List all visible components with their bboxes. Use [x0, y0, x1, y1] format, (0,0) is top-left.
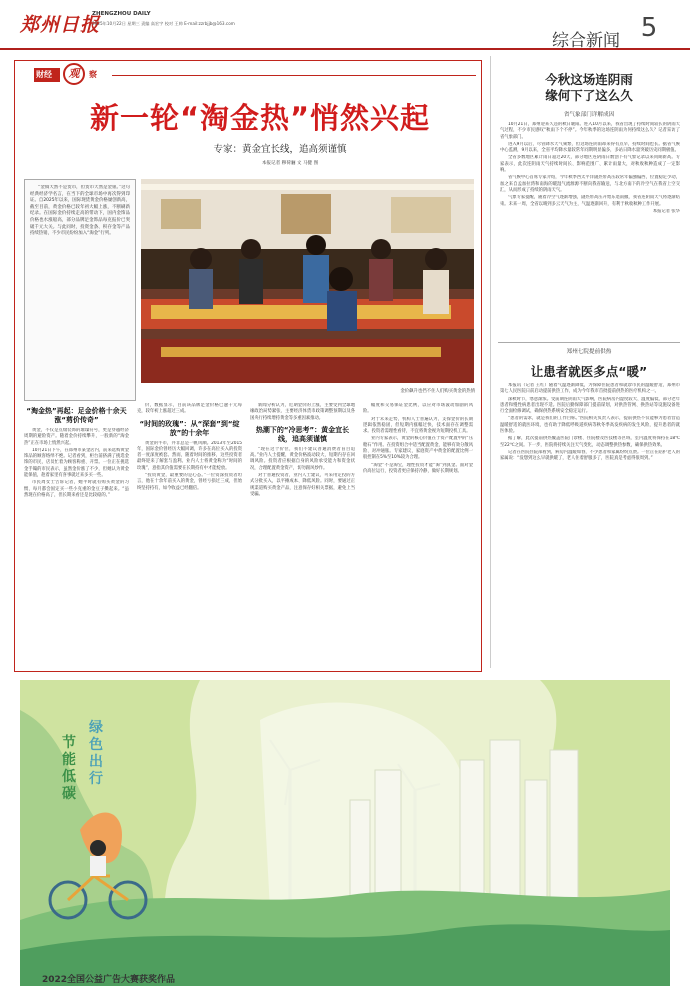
byline: 本报记者 穆荷骊 文 马健 图 — [261, 161, 319, 166]
body-paragraph: 幅度和交易保证金比例，以应对市场波动加剧的风险。 — [363, 403, 473, 415]
body-paragraph: 10月21日下午，在郑州市某金店内，前来选购黄金饰品的顾客络绎不绝。记者看到，柜台前挤满了挑选金饰的市民，店员忙着为顾客称重、开票。一位正在挑选金手镯的市民表示，虽然金价涨了不少，但她认为黄金能保值，趁着家里有喜事就过来多买一些。 — [24, 447, 129, 479]
public-service-ad — [20, 680, 670, 986]
feature-column-4 — [363, 403, 473, 667]
body-paragraph: 10月21日，郑州迎来久违的秋日暖阳。进入10月以来，我省出现了持续时间较长的阴雨天气过程，不少市民感叹“秋雨下个不停”。今年秋季的这场连阴雨为何持续这么久？记者采访了省气象部门。 — [500, 122, 680, 140]
column-tag-right: 察 — [89, 70, 97, 79]
lead-paragraph-box — [24, 179, 136, 401]
issue-info: 2025年10月22日 星期三 责编 高宏宇 校对 王帅 E-mail:zzrbjjb@163.com — [92, 21, 235, 26]
section-title: 综合新闻 — [552, 31, 620, 51]
body-paragraph: “投资黄金，最重要的是心态。”一位资深投资者坦言，他在十余年前买入的黄金，曾经亏损过三成，但始终坚持持有，如今收益已经翻倍。 — [137, 473, 242, 491]
body-paragraph: 记者在医院住院部看到，病房内温暖如春，不少患者和家属纷纷点赞。一位正在陪护老人的家属说：“没想到这么早就供暖了，老人住着舒服多了，医院真是考虑得很周到。” — [500, 449, 680, 462]
body-paragraph: 黄金的牛市，并非总是一帆风顺。2013年至2015年，国际金价曾经历大幅回调，许多在高位买入的投资者一度深度被套。然而，随着时间的推移，这些投资者最终迎来了解套与盈利。业内人士将黄金称为“时间的玫瑰”，意指其价值需要在长期持有中才能绽放。 — [137, 440, 242, 471]
ad-caption: 2022全国公益广告大赛获奖作品 — [42, 975, 176, 985]
body-paragraph: 对于未来走势，机构人士普遍认为，支撑金价的长期逻辑依然稳固，但短期内涨幅过快，技术面存在调整需求。投资者需理性看待，不宜将黄金视为短期投机工具。 — [363, 416, 473, 435]
article-author: 本报记者 张华 — [652, 208, 680, 214]
body-paragraph: 新闻分析认为，近期金价的上涨，主要受到全球地缘政治局势紧张、主要经济体货币政策调整预期以及各国央行持续增持黄金等多重因素推动。 — [250, 403, 355, 421]
body-paragraph: 气象专家提醒，随着冷空气逐渐增强，副热带高压开始东退南撤，我省连阴雨天气将逐渐结束。未来一周，全省以晴到多云天气为主，气温逐渐回升，有利于秋收秋种工作开展。 — [500, 195, 680, 207]
gold-shop-illustration — [141, 179, 474, 383]
column-tag-circle: 观 — [63, 63, 85, 85]
body-paragraph: 全省多数地区累计雨日超过20天，部分地区连阴雨日数创下有气象记录以来同期新高。专家表示，此次连阴雨天气持续时间长、影响范围广、累计雨量大，对秋收秋种造成了一定影响。 — [500, 155, 680, 174]
body-paragraph: 省气候中心首席专家介绍，今年秋季西太平洋副热带高压较常年偏强偏西，位置稳定少动，加之来自孟加拉湾和南海的暖湿气流源源不断向我省输送，与北方南下的冷空气在我省上空交汇，从而形成了持续的阴雨天气。 — [500, 175, 680, 193]
section-head-3: 热潮下的“冷思考”：黄金宜长线，追高须谨慎 — [255, 425, 350, 443]
rain-title-line-1: 今秋这场连阴雨 — [545, 72, 633, 87]
body-paragraph: 进入9月以后，尽管降水天气频繁，但这场连阴雨却来得有点早，持续时间也长。据省气候中心监测，9月以来，全省平均降水量较常年同期明显偏多，多站日降水量突破历史同期极值。 — [500, 141, 680, 154]
heating-article-kicker: 郑州七院提前供热 — [566, 349, 612, 355]
body-paragraph: 本报讯（记者 王红）随着气温逐渐降低，为保障住院患者和就诊市民的温暖舒适，郑州市第七人民医院日前启动提前供热工作，成为今年我市首批提前供热的医疗机构之一。 — [500, 383, 680, 395]
rain-article-body — [500, 122, 680, 340]
body-paragraph: “淘金”不是淘宝，理性投资才能“淘”到真金。面对金价高位运行，投资者更应保持冷静，做好长期规划。 — [363, 462, 473, 474]
body-paragraph: 黄金，不仅是点缀装饰的璀璨符号，更是穿越经济周期的避险资产。随着金价持续攀升，一股新的“淘金热”正在市场上悄然兴起。 — [24, 428, 129, 446]
body-paragraph: “现在这个价位，我们不建议普通消费者盲目追高。”业内人士提醒，黄金价格波动较大，短期内存在回调风险。投资者应根据自身的风险承受能力和资金状况，合理配置黄金资产，切勿跟风炒作。 — [250, 446, 355, 471]
rain-title-line-2: 缘何下了这么久 — [545, 88, 633, 103]
gold-shop-photo — [141, 179, 474, 383]
body-paragraph: 业内专家表示，黄金的核心价值在于资产配置中的“压舱石”作用。在投资组合中适当配置黄金，能够有效分散风险、对冲通胀。专家建议，家庭资产中黄金的配置比例一般控制在5%至10%较为合理。 — [363, 436, 473, 461]
headline: 新一轮“淘金热”悄然兴起 — [89, 101, 431, 135]
ad-slogan-green: 绿色出行 — [89, 720, 103, 787]
column-tag-left: 财经 — [36, 70, 52, 79]
photo-caption: 金价飙升也挡不住人们购买黄金的热情 — [400, 389, 475, 394]
body-paragraph: “患者的需求，就是我们的工作目标。”医院相关负责人表示，提前供热不仅能够为患者营造温暖舒适的就医环境，也有助于降低呼吸道疾病等秋冬季高发疾病的发生风险，提升患者的就医体验。 — [500, 416, 680, 435]
page-number: 5 — [640, 13, 658, 43]
article-divider — [498, 342, 680, 343]
subheadline: 专家：黄金宜长线，追高须谨慎 — [213, 144, 347, 155]
heating-article-body — [500, 383, 680, 668]
rain-article-kicker: 省气象部门详解成因 — [563, 112, 615, 118]
newspaper-logo: 郑州日报 — [20, 14, 101, 36]
body-paragraph: 深秋时节，寒意渐浓。受前期连阴雨天气影响，医院病房内湿度较大、温度偏低，部分老年患者和慢性病患者出现不适。医院后勤保障部门提前谋划，对供热管网、换热站等设施设备进行全面检修调试，确保供热系统安全稳定运行。 — [500, 396, 680, 415]
feature-column-2 — [137, 403, 242, 667]
body-paragraph: 市民周女士告诉记者，她平时就有购买黄金的习惯，每月都会固定买一些小克重的金豆子攒起来。“虽然现在价格高了，但长期来看还是比较稳的。” — [24, 480, 129, 498]
body-paragraph: 据了解，此次提前供热覆盖医院门诊楼、住院楼及医技楼等区域，室内温度将保持在18℃至22℃之间。下一步，医院将持续关注天气变化，动态调整供热参数，确保供热效果。 — [500, 436, 680, 448]
ad-slogan-energy: 节能低碳 — [62, 735, 76, 802]
rain-article-title — [498, 72, 680, 104]
body-paragraph: 价，数据显示，目前该品牌足金价格已逾千元每克，较年初上涨超过三成。 — [137, 403, 242, 415]
feature-column-1 — [24, 403, 129, 667]
feature-column-3 — [250, 403, 355, 667]
heating-article-title: 让患者就医多点“暖” — [530, 364, 648, 379]
section-head-2: “时间的玫瑰”：从“深套”到“绽放”的十余年 — [139, 419, 240, 437]
body-paragraph: 对于普通投资者，业内人士建议，可采用定投的方式分批买入，以平摊成本、降低风险。同时，要通过正规渠道购买黄金产品，注意保存好相关票据，避免上当受骗。 — [250, 473, 355, 497]
newspaper-english-name: ZHENGZHOU DAILY — [92, 11, 151, 17]
tag-rule — [112, 75, 476, 76]
lead-paragraph: “金價天然不是货币，但货币天然是金银。”这句经典经济学名言，在当下的全球市场中再次得到印证。自2025年以来，国际现货黄金价格屡创新高，截至目前，黄金价格已较年初大幅上涨，不断刷新纪录。在国际金价持续走高的带动下，国内金饰品价格也水涨船高，部分品牌足金饰品每克报价已突破千元大关。与此同时，投资金条、积存金等产品持续热销，不少市民纷纷加入“淘金”行列。 — [30, 185, 130, 237]
column-divider — [490, 56, 491, 668]
ad-illustration — [20, 680, 670, 986]
section-head-1: “淘金热”再起：足金价格十余天涨“剪价传奇” — [26, 407, 127, 424]
